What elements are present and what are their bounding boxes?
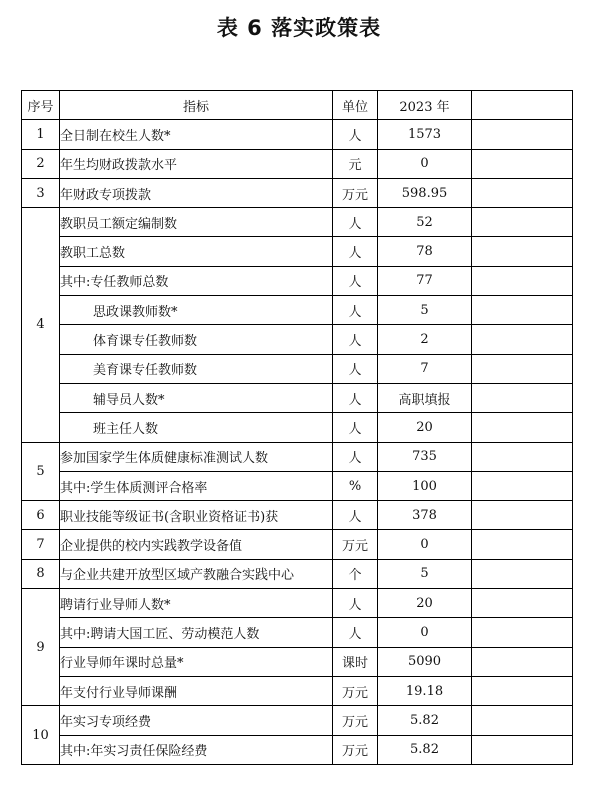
value-cell: 2: [378, 325, 472, 354]
unit-cell: 人: [333, 354, 378, 383]
seq-cell: 1: [22, 120, 60, 149]
extra-cell: [472, 354, 573, 383]
table-row: [22, 237, 573, 266]
extra-cell: [472, 706, 573, 735]
value-cell: 19.18: [378, 676, 472, 705]
indicator-cell: 教职工总数: [60, 237, 333, 266]
indicator-cell: 与企业共建开放型区域产教融合实践中心: [60, 559, 333, 588]
extra-cell: [472, 208, 573, 237]
value-cell: 20: [378, 413, 472, 442]
indicator-cell: 其中:专任教师总数: [60, 266, 333, 295]
value-cell: 5.82: [378, 706, 472, 735]
indicator-cell: 其中:聘请大国工匠、劳动模范人数: [60, 618, 333, 647]
unit-cell: 人: [333, 266, 378, 295]
table-row: [22, 676, 573, 705]
seq-cell: 5: [22, 442, 60, 501]
extra-cell: [472, 120, 573, 149]
indicator-cell: 其中:学生体质测评合格率: [60, 471, 333, 500]
seq-cell: 6: [22, 501, 60, 530]
indicator-cell: 行业导师年课时总量*: [60, 647, 333, 676]
indicator-cell: 企业提供的校内实践教学设备值: [60, 530, 333, 559]
value-cell: 0: [378, 149, 472, 178]
unit-cell: 万元: [333, 706, 378, 735]
extra-cell: [472, 296, 573, 325]
table-row: [22, 325, 573, 354]
indicator-cell: 年支付行业导师课酬: [60, 676, 333, 705]
extra-cell: [472, 501, 573, 530]
unit-cell: 人: [333, 120, 378, 149]
unit-cell: 课时: [333, 647, 378, 676]
header-unit: 单位: [333, 91, 378, 120]
table-row: [22, 735, 573, 764]
table-row: [22, 266, 573, 295]
indicator-cell: 其中:年实习责任保险经费: [60, 735, 333, 764]
value-cell: 7: [378, 354, 472, 383]
indicator-cell: 思政课教师数*: [60, 296, 333, 325]
value-cell: 5090: [378, 647, 472, 676]
unit-cell: 人: [333, 296, 378, 325]
table-row: [22, 471, 573, 500]
extra-cell: [472, 237, 573, 266]
seq-cell: 4: [22, 208, 60, 442]
value-cell: 5.82: [378, 735, 472, 764]
extra-cell: [472, 471, 573, 500]
value-cell: 5: [378, 559, 472, 588]
unit-cell: 人: [333, 589, 378, 618]
value-cell: 5: [378, 296, 472, 325]
value-cell: 0: [378, 530, 472, 559]
unit-cell: 万元: [333, 178, 378, 207]
indicator-cell: 班主任人数: [60, 413, 333, 442]
extra-cell: [472, 559, 573, 588]
indicator-cell: 聘请行业导师人数*: [60, 589, 333, 618]
table-row: [22, 383, 573, 412]
unit-cell: 人: [333, 501, 378, 530]
table-row: [22, 149, 573, 178]
extra-cell: [472, 325, 573, 354]
value-cell: 735: [378, 442, 472, 471]
extra-cell: [472, 149, 573, 178]
unit-cell: 万元: [333, 735, 378, 764]
extra-cell: [472, 530, 573, 559]
value-cell: 78: [378, 237, 472, 266]
indicator-cell: 职业技能等级证书(含职业资格证书)获: [60, 501, 333, 530]
unit-cell: 人: [333, 325, 378, 354]
table-row: [22, 501, 573, 530]
value-cell: 0: [378, 618, 472, 647]
extra-cell: [472, 413, 573, 442]
indicator-cell: 体育课专任教师数: [60, 325, 333, 354]
indicator-cell: 年实习专项经费: [60, 706, 333, 735]
table-row: [22, 559, 573, 588]
unit-cell: 人: [333, 413, 378, 442]
table-row: [22, 647, 573, 676]
extra-cell: [472, 266, 573, 295]
seq-cell: 8: [22, 559, 60, 588]
table-row: [22, 618, 573, 647]
table-row: [22, 706, 573, 735]
unit-cell: 人: [333, 442, 378, 471]
extra-cell: [472, 178, 573, 207]
unit-cell: 万元: [333, 676, 378, 705]
extra-cell: [472, 618, 573, 647]
seq-cell: 3: [22, 178, 60, 207]
unit-cell: 人: [333, 383, 378, 412]
unit-cell: 元: [333, 149, 378, 178]
indicator-cell: 美育课专任教师数: [60, 354, 333, 383]
header-extra: [472, 91, 573, 120]
unit-cell: 人: [333, 237, 378, 266]
indicator-cell: 辅导员人数*: [60, 383, 333, 412]
value-cell: 378: [378, 501, 472, 530]
extra-cell: [472, 442, 573, 471]
value-cell: 100: [378, 471, 472, 500]
table-row: [22, 442, 573, 471]
table-title: 表 6 落实政策表: [216, 16, 382, 40]
table-row: [22, 296, 573, 325]
table-row: [22, 120, 573, 149]
extra-cell: [472, 676, 573, 705]
extra-cell: [472, 735, 573, 764]
table-row: [22, 413, 573, 442]
extra-cell: [472, 589, 573, 618]
unit-cell: 万元: [333, 530, 378, 559]
value-cell: 20: [378, 589, 472, 618]
indicator-cell: 全日制在校生人数*: [60, 120, 333, 149]
seq-cell: 9: [22, 589, 60, 706]
value-cell: 高职填报: [378, 383, 472, 412]
value-cell: 52: [378, 208, 472, 237]
extra-cell: [472, 647, 573, 676]
table-row: [22, 354, 573, 383]
indicator-cell: 年财政专项拨款: [60, 178, 333, 207]
value-cell: 77: [378, 266, 472, 295]
table-row: [22, 589, 573, 618]
extra-cell: [472, 383, 573, 412]
seq-cell: 7: [22, 530, 60, 559]
indicator-cell: 年生均财政拨款水平: [60, 149, 333, 178]
table-row: [22, 530, 573, 559]
table-row: [22, 208, 573, 237]
seq-cell: 2: [22, 149, 60, 178]
value-cell: 598.95: [378, 178, 472, 207]
unit-cell: 人: [333, 618, 378, 647]
unit-cell: %: [333, 471, 378, 500]
policy-table: [21, 90, 573, 765]
header-seq: 序号: [22, 91, 60, 120]
seq-cell: 10: [22, 706, 60, 765]
table-row: [22, 178, 573, 207]
indicator-cell: 参加国家学生体质健康标准测试人数: [60, 442, 333, 471]
indicator-cell: 教职员工额定编制数: [60, 208, 333, 237]
unit-cell: 个: [333, 559, 378, 588]
header-indicator: 指标: [60, 91, 333, 120]
header-row: [22, 91, 573, 120]
unit-cell: 人: [333, 208, 378, 237]
header-year: 2023 年: [378, 91, 472, 120]
value-cell: 1573: [378, 120, 472, 149]
